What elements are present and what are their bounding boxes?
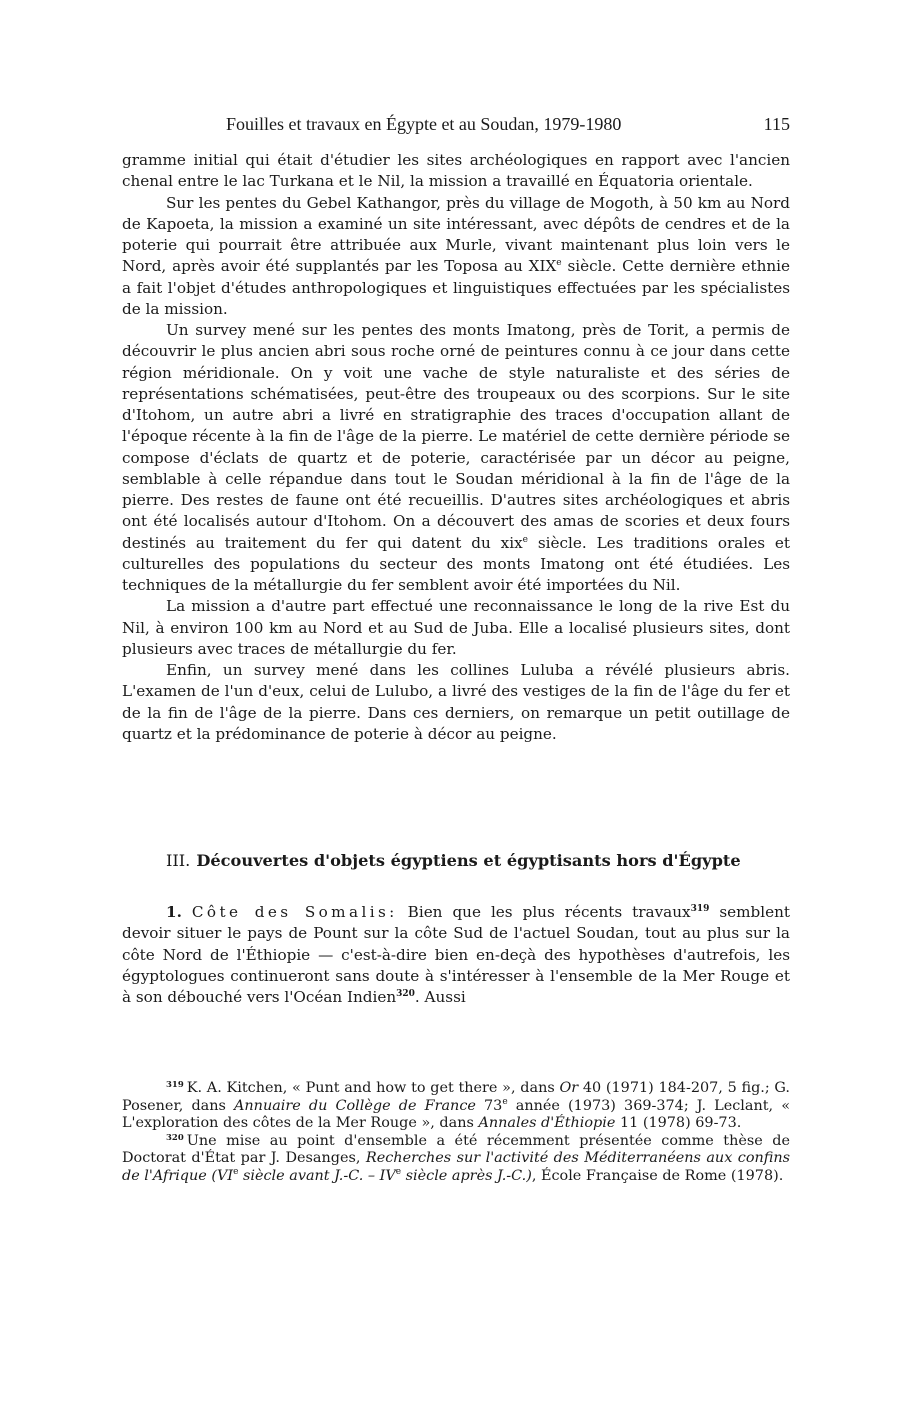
paragraph [122,320,790,596]
superscript: e [556,258,562,269]
text-run: K. A. Kitchen, « Punt and how to get there », dans [186,1080,560,1096]
text-run: Annuaire du Collège de France [234,1097,476,1114]
footnote-number: 319 [166,1080,184,1090]
subsection-number: 1. [166,903,182,921]
text-run: siècle avant J.-C. – IV [238,1167,396,1184]
section-text [122,902,790,1008]
text-run: 40 (1971) 184-207, 5 fig.; G. Posener, dans [122,1080,790,1114]
page-header [122,114,790,140]
text-run: Annales d'Éthiopie [478,1115,616,1132]
footnote-ref: 320 [396,989,415,999]
text-run: siècle. Les traditions orales et culturelles des populations du secteur des monts Imatong ont été étudiées. Les techniques de la métallurgie du fer semblent avoir été importées du Nil. [122,533,790,594]
footnote-ref: 319 [690,904,710,914]
text-run: 73 [475,1097,503,1114]
text-run: siècle après J.-C.) [401,1167,532,1184]
paragraph: Enfin, un survey mené dans les collines Luluba a révélé plusieurs abris. L'examen de l'un d'eux, celui de Lulubo, a livré des vestiges de la fin de l'âge du fer et de la fin de l'âge de la pierre. Dans ces derniers, on remarque un petit outillage de quartz et la prédominance de poterie à décor au peigne. [122,661,790,743]
superscript: e [395,1166,402,1177]
superscript: e [233,1166,239,1177]
body-text [122,150,790,745]
text-run: Sur les pentes du Gebel Kathangor, près du village de Mogoth, à 50 km au Nord de Kapoeta, la mission a examiné un site intéressant, avec dépôts de cendres et de la poterie qui pourrait être attribuée aux Murle, vivant maintenant plus loin vers le Nord, après avoir été supplantés par les Toposa au XIX [122,193,790,276]
paragraph: gramme initial qui était d'étudier les sites archéologiques en rapport avec l'ancien chenal entre le lac Turkana et le Nil, la mission a travaillé en Équatoria orientale. [122,151,790,191]
text-run: , École Française de Rome (1978). [531,1167,784,1184]
text-run: 11 (1978) 69-73. [615,1115,742,1132]
text-run: . Aussi [414,988,466,1006]
footnotes [122,1080,790,1186]
page-number: 115 [763,114,790,134]
superscript: e [502,1096,508,1107]
text-run: Un survey mené sur les pentes des monts Imatong, près de Torit, a permis de découvrir le plus ancien abri sous roche orné de peintures connu à ce jour dans cette région méridionale. On y voit une vache de style naturaliste et des séries de représentations schématisées, peut-être des troupeaux ou des scorpions. Sur le site d'Itohom, un autre abri a livré en stratigraphie des traces d'occupation allant de l'époque récente à la fin de l'âge de la pierre. Le matériel de cette dernière période se compose d'éclats de quartz et de poterie, caractérisée par un décor au peigne, semblable à celle répandue dans tout le Soudan méridional à la fin de l'âge de la pierre. Des restes de faune ont été recueillis. D'autres sites archéologiques et abris ont été localisés autour d'Itohom. On a découvert des amas de scories et deux fours destinés au traitement du fer qui datent du xix [122,321,790,552]
text-run: siècle. Cette dernière ethnie a fait l'objet d'études anthropologiques et linguistiques effectuées par les spécialistes de la mission. [122,257,790,318]
superscript: e [522,534,528,545]
footnote [122,1133,790,1186]
section-number: III. [166,851,191,870]
paragraph [122,193,790,321]
text-run: semblent devoir situer le pays de Pount sur la côte Sud de l'actuel Soudan, tout au plus sur la côte Nord de l'Éthiopie — c'est-à-dire bien en-deçà des hypothèses d'autrefois, les égyptologues continueront sans doute à s'intéresser à l'ensemble de la Mer Rouge et à son débouché vers l'Océan Indien [122,903,791,1006]
text-run: Or [559,1080,579,1096]
subsection-title: Côte des Somalis: [191,903,398,921]
running-title: Fouilles et travaux en Égypte et au Soudan, 1979-1980 [226,114,622,134]
paragraph: La mission a d'autre part effectué une reconnaissance le long de la rive Est du Nil, à environ 100 km au Nord et au Sud de Juba. Elle a localisé plusieurs sites, dont plusieurs avec traces de métallurgie du fer. [122,597,790,658]
text-run: Bien que les plus récents travaux [397,903,691,921]
text-run: Une mise au point d'ensemble a été récemment présentée comme thèse de Doctorat d'État par J. Desanges, [122,1132,790,1167]
section-title: Découvertes d'objets égyptiens et égyptisants hors d'Égypte [196,851,741,870]
section-heading [166,851,790,870]
text-run: Recherches sur l'activité des Méditerranéens aux confins de l'Afrique (VI [122,1150,791,1184]
footnote [122,1080,790,1133]
paragraph [122,902,790,1008]
footnote-number: 320 [166,1132,184,1143]
text-run: année (1973) 369-374; J. Leclant, « L'exploration des côtes de la Mer Rouge », dans [122,1097,791,1132]
